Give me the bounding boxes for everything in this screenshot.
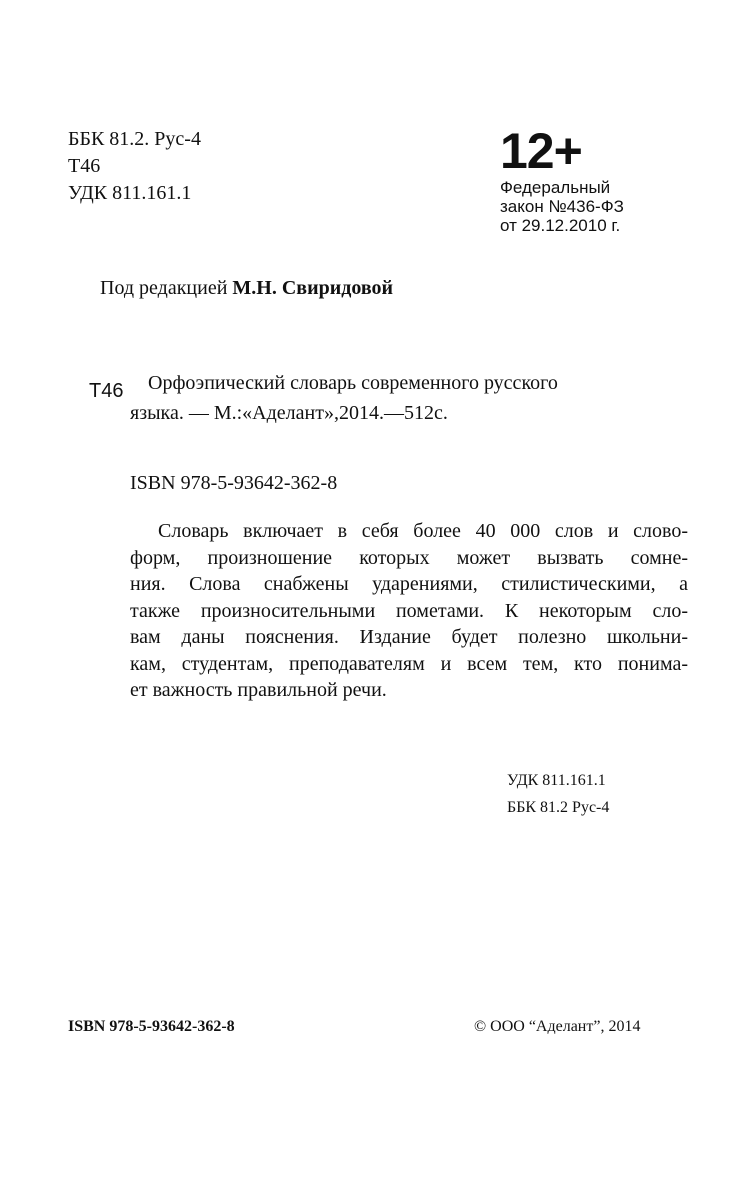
abstract-line: ет важность правильной речи.: [130, 679, 387, 701]
bibliographic-line-2: языка. — М.:«Аделант»,2014.—512с.: [130, 402, 448, 424]
abstract-line: ния. Слова снабжены ударениями, стилистическими, а: [130, 573, 688, 595]
bbk-code: ББК 81.2. Рус-4: [68, 128, 201, 150]
age-rating: 12+: [500, 123, 582, 179]
editor-prefix: Под редакцией: [100, 277, 228, 299]
age-law-line-2: закон №436-ФЗ: [500, 197, 624, 216]
age-rating-block: [500, 124, 624, 235]
abstract-line: форм, произношение которых может вызвать сомне-: [130, 546, 688, 569]
bibliographic-code: Т46: [89, 380, 124, 402]
abstract-line: кам, студентам, преподавателям и всем тем, кто понима-: [130, 652, 688, 675]
index-bbk: ББК 81.2 Рус-4: [507, 799, 610, 816]
footer-copyright: © ООО “Аделант”, 2014: [474, 1018, 641, 1035]
index-udk: УДК 811.161.1: [507, 772, 606, 789]
abstract-line: Словарь включает в себя более 40 000 слов и слово-: [158, 520, 688, 542]
bibliographic-line-1: Орфоэпический словарь современного русского: [148, 372, 558, 394]
author-code: Т46: [68, 155, 101, 177]
abstract-line: также произносительными пометами. К некоторым сло-: [130, 599, 688, 622]
age-law-reference: [500, 178, 624, 235]
editor-name: М.Н. Свиридовой: [232, 277, 394, 299]
footer-isbn: ISBN 978-5-93642-362-8: [68, 1018, 235, 1035]
age-law-line-1: Федеральный: [500, 178, 611, 197]
editor-line: [100, 277, 393, 300]
age-law-line-3: от 29.12.2010 г.: [500, 216, 621, 235]
isbn-main: ISBN 978-5-93642-362-8: [130, 472, 338, 494]
udk-code: УДК 811.161.1: [68, 182, 192, 204]
abstract-line: вам даны пояснения. Издание будет полезно школьни-: [130, 626, 688, 648]
index-codes-block: [507, 767, 609, 821]
classification-block: [68, 126, 201, 207]
abstract-paragraph: [130, 518, 688, 704]
